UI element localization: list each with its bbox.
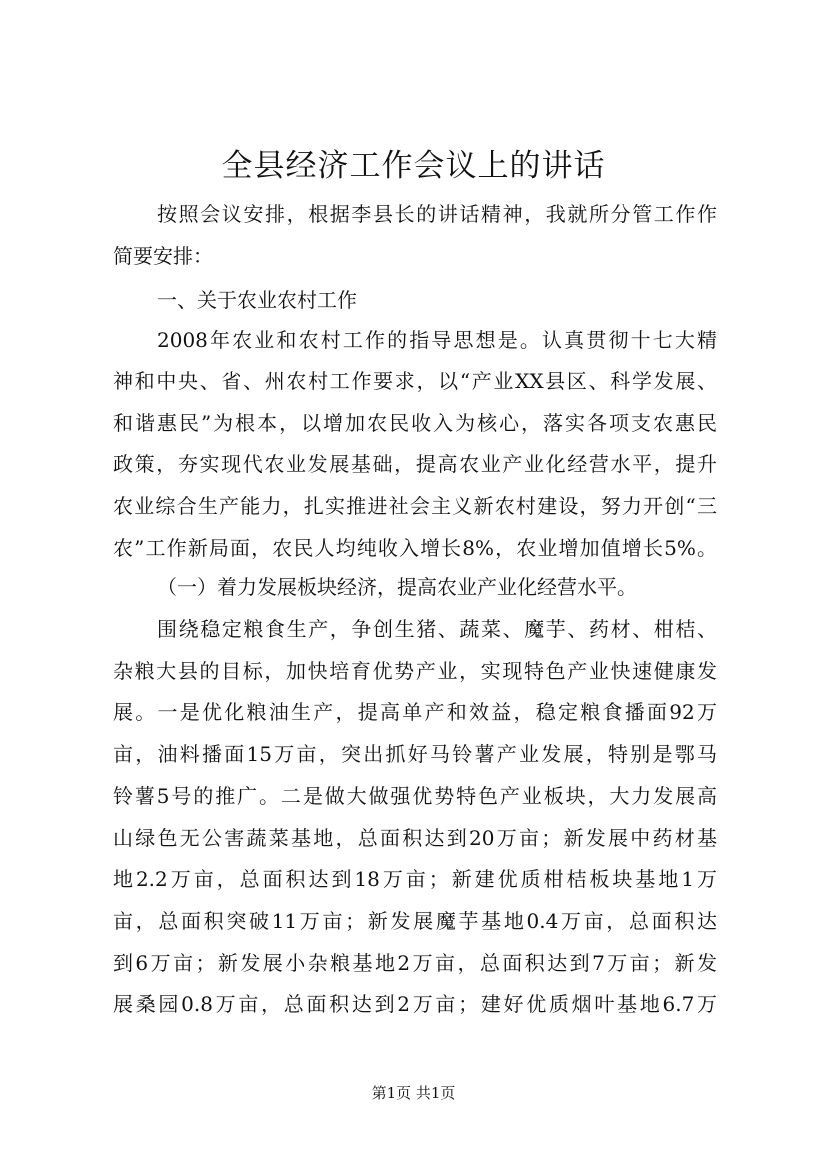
paragraph-line: 亩，总面积突破11万亩；新发展魔芋基地0.4万亩，总面积达 [113,909,717,933]
paragraph-line: 杂粮大县的目标，加快培育优势产业，实现特色产业快速健康发 [113,659,717,683]
subsection-heading: （一）着力发展板块经济，提高农业产业化经营水平。 [157,575,637,599]
paragraph-line: 展。一是优化粮油生产，提高单产和效益，稳定粮食播面92万 [113,700,717,724]
paragraph-line: 山绿色无公害蔬菜基地，总面积达到20万亩；新发展中药材基 [113,826,717,850]
paragraph-line: 地2.2万亩，总面积达到18万亩；新建优质柑桔板块基地1万 [113,867,717,891]
paragraph-line: 和谐惠民”为根本，以增加农民收入为核心，落实各项支农惠民 [113,411,717,435]
paragraph-line: 神和中央、省、州农村工作要求，以“产业XX县区、科学发展、 [113,369,717,393]
paragraph-line: 简要安排： [113,244,213,268]
section-heading: 一、关于农业农村工作 [157,288,357,312]
paragraph-line: 2008年农业和农村工作的指导思想是。认真贯彻十七大精 [157,328,717,352]
paragraph-line: 铃薯5号的推广。二是做大做强优势特色产业板块，大力发展高 [113,784,717,808]
paragraph-line: 亩，油料播面15万亩，突出抓好马铃薯产业发展，特别是鄂马 [113,742,717,766]
paragraph-line: 围绕稳定粮食生产，争创生猪、蔬菜、魔芋、药材、柑桔、 [157,617,717,641]
paragraph-line: 政策，夯实现代农业发展基础，提高农业产业化经营水平，提升 [113,452,717,476]
paragraph-line: 农”工作新局面，农民人均纯收入增长8%，农业增加值增长5%。 [113,536,717,560]
document-title: 全县经济工作会议上的讲话 [221,148,606,184]
paragraph-line: 按照会议安排，根据李县长的讲话精神，我就所分管工作作 [157,202,717,226]
paragraph-line: 展桑园0.8万亩，总面积达到2万亩；建好优质烟叶基地6.7万 [113,992,717,1016]
page-footer: 第1页 共1页 [371,1084,456,1102]
paragraph-line: 到6万亩；新发展小杂粮基地2万亩，总面积达到7万亩；新发 [113,951,717,975]
paragraph-line: 农业综合生产能力，扎实推进社会主义新农村建设，努力开创“三 [113,494,717,518]
